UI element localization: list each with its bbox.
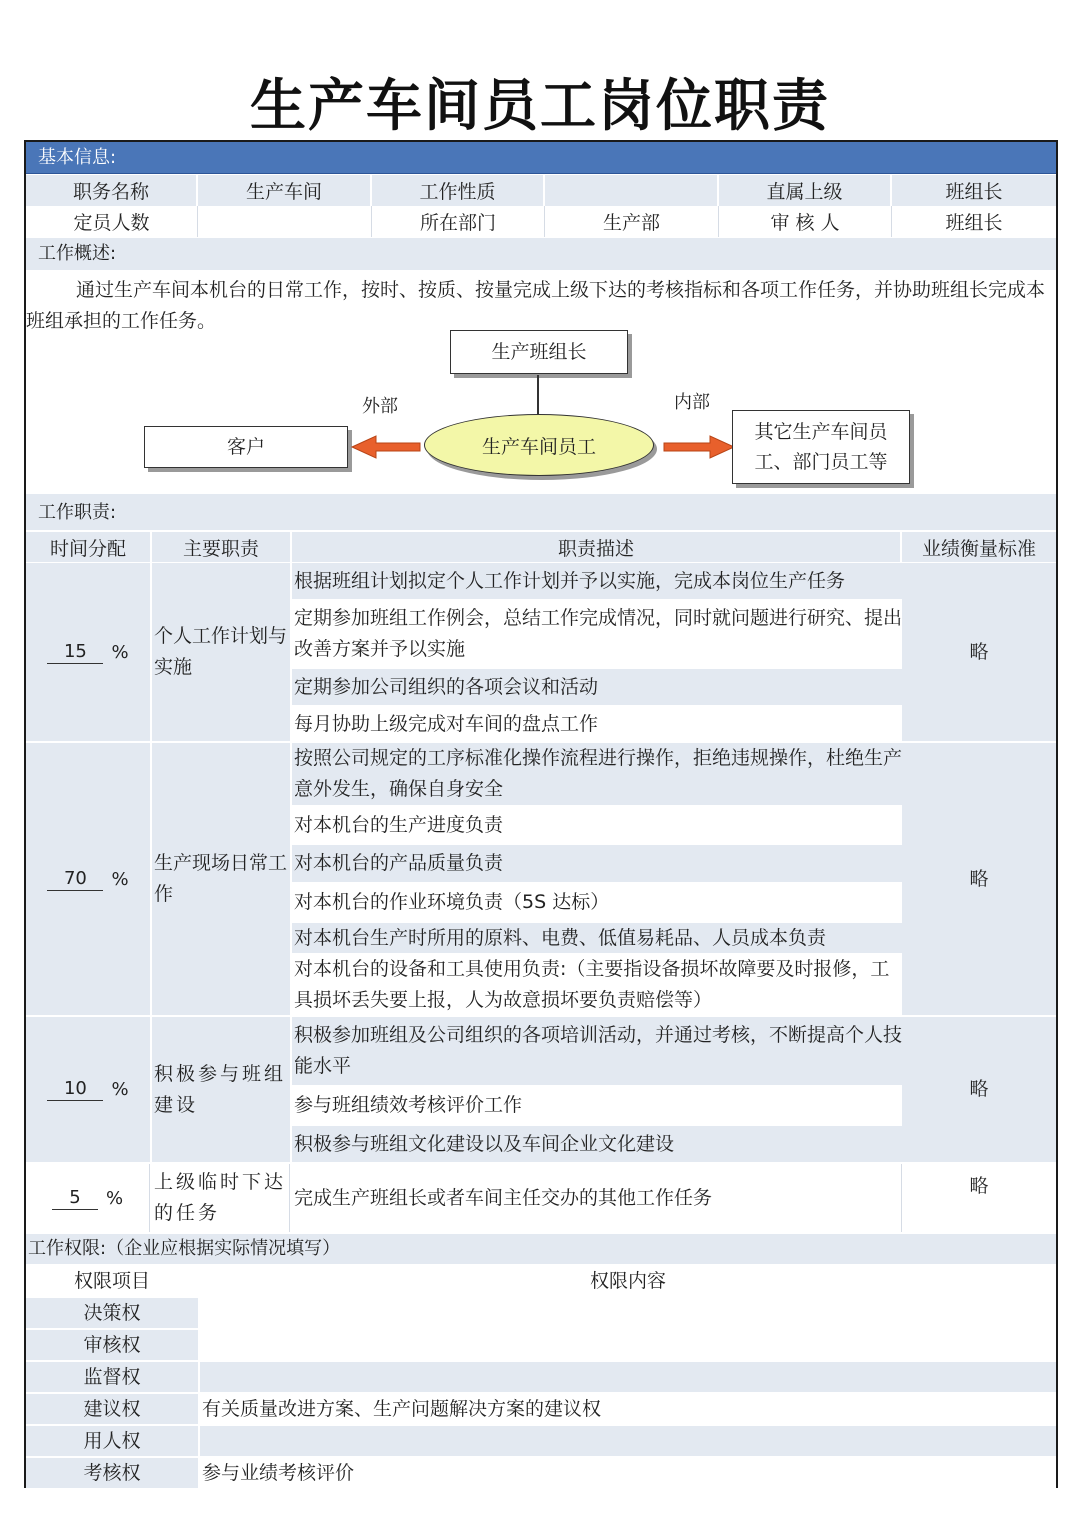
authority-value	[198, 1330, 1056, 1360]
basic-row-1	[26, 175, 1056, 206]
cell-value-superior: 班组长	[945, 181, 1003, 203]
diagram-internal-label: 内部	[674, 392, 710, 413]
authority-row	[26, 1394, 1056, 1424]
group-1-item-3: 定期参加公司组织的各项会议和活动	[292, 669, 902, 705]
group-1-item-2: 定期参加班组工作例会，总结工作完成情况，同时就问题进行研究、提出改善方案并予以实施	[292, 601, 902, 667]
authority-header-item: 权限项目	[73, 1270, 150, 1292]
duties-label: 工作职责:	[26, 494, 1056, 530]
group-4-measure: 略	[902, 1164, 1056, 1208]
cell-value-department: 生产部	[545, 206, 719, 237]
group-3-percent: 10 %	[26, 1017, 150, 1162]
duties-header-measure: 业绩衡量标准	[921, 537, 1036, 560]
group-4-item-1: 完成生产班组长或者车间主任交办的其他工作任务	[292, 1164, 902, 1232]
cell-label-superior: 直属上级	[719, 175, 892, 206]
group-2-item-6: 对本机台的设备和工具使用负责:（主要指设备损坏故障要及时报修，工具损坏丢失要上报，人为故意损坏要负责赔偿等）	[292, 955, 902, 1015]
authority-value	[198, 1426, 1056, 1456]
group-2-name: 生产现场日常工作	[152, 743, 290, 1015]
authority-key: 建议权	[83, 1398, 141, 1420]
authority-header-row	[26, 1266, 1056, 1296]
diagram-team-leader-box: 生产班组长	[450, 330, 628, 374]
overview-text: 通过生产车间本机台的日常工作，按时、按质、按量完成上级下达的考核指标和各项工作任务，并协助班组长完成本班组承担的工作任务。	[26, 279, 1046, 332]
diagram-employee-ellipse: 生产车间员工	[424, 414, 654, 476]
authority-key: 监督权	[83, 1366, 141, 1388]
group-3-name: 积极参与班组建设	[152, 1017, 290, 1162]
cell-label-reviewer: 审 核 人	[719, 206, 892, 237]
authority-key: 考核权	[83, 1462, 141, 1484]
basic-info-header: 基本信息:	[26, 142, 1056, 174]
authority-key: 审核权	[83, 1334, 141, 1356]
cell-label-department: 所在部门	[372, 206, 545, 237]
arrow-left-icon	[352, 436, 420, 458]
diagram-customer-box: 客户	[144, 426, 348, 468]
overview-label: 工作概述:	[26, 238, 1056, 270]
cell-label-position: 职务名称	[26, 175, 198, 206]
duties-header-row	[26, 532, 1056, 562]
job-description-table	[24, 140, 1058, 1488]
group-2-measure: 略	[902, 743, 1056, 1015]
cell-value-headcount	[198, 206, 372, 237]
authority-row	[26, 1330, 1056, 1360]
authority-header-content: 权限内容	[198, 1266, 1056, 1296]
authority-label: 工作权限:（企业应根据实际情况填写）	[26, 1234, 1056, 1264]
group-1-item-4: 每月协助上级完成对车间的盘点工作	[292, 707, 902, 741]
group-2-item-2: 对本机台的生产进度负责	[292, 807, 902, 843]
group-1-name: 个人工作计划与实施	[152, 563, 290, 741]
group-3-item-3: 积极参与班组文化建设以及车间企业文化建设	[292, 1126, 902, 1162]
group-3-item-2: 参与班组绩效考核评价工作	[292, 1087, 902, 1124]
authority-row	[26, 1298, 1056, 1328]
authority-key: 用人权	[83, 1430, 141, 1452]
authority-row	[26, 1362, 1056, 1392]
diagram-connector-line	[537, 375, 539, 415]
diagram-external-label: 外部	[362, 396, 398, 417]
authority-row	[26, 1426, 1056, 1456]
group-2-item-3: 对本机台的产品质量负责	[292, 845, 902, 882]
group-2-item-5: 对本机台生产时所用的原料、电费、低值易耗品、人员成本负责	[292, 923, 902, 953]
authority-value: 参与业绩考核评价	[198, 1458, 1056, 1488]
group-1-percent: 15 %	[26, 563, 150, 741]
duties-header-time: 时间分配	[26, 532, 152, 562]
cell-value-reviewer: 班组长	[945, 212, 1003, 234]
group-1-measure: 略	[902, 563, 1056, 741]
group-4-percent: 5 %	[26, 1164, 150, 1232]
cell-value-position: 生产车间	[198, 175, 372, 206]
diagram-other-staff-box: 其它生产车间员工、部门员工等	[732, 410, 910, 484]
authority-value	[198, 1362, 1056, 1392]
cell-label-nature: 工作性质	[372, 175, 545, 206]
group-1-item-1: 根据班组计划拟定个人工作计划并予以实施，完成本岗位生产任务	[292, 563, 902, 599]
group-2-item-4: 对本机台的作业环境负责（5S 达标）	[292, 884, 902, 921]
duties-header-desc: 职责描述	[292, 532, 902, 562]
authority-key: 决策权	[83, 1302, 141, 1324]
page-title: 生产车间员工岗位职责	[250, 74, 830, 139]
group-4-name: 上级临时下达的任务	[152, 1164, 290, 1232]
authority-value	[198, 1298, 1056, 1328]
group-3-measure: 略	[902, 1017, 1056, 1162]
arrow-right-icon	[664, 436, 734, 458]
group-2-item-1: 按照公司规定的工序标准化操作流程进行操作，拒绝违规操作，杜绝生产意外发生，确保自身安全	[292, 743, 902, 805]
group-2-percent: 70 %	[26, 743, 150, 1015]
cell-label-headcount: 定员人数	[26, 206, 198, 237]
cell-value-nature	[545, 175, 719, 206]
authority-row	[26, 1458, 1056, 1488]
group-3-item-1: 积极参加班组及公司组织的各项培训活动，并通过考核，不断提高个人技能水平	[292, 1017, 902, 1085]
authority-value: 有关质量改进方案、生产问题解决方案的建议权	[198, 1394, 1056, 1424]
basic-row-2	[26, 206, 1056, 237]
duties-header-main: 主要职责	[152, 532, 292, 562]
